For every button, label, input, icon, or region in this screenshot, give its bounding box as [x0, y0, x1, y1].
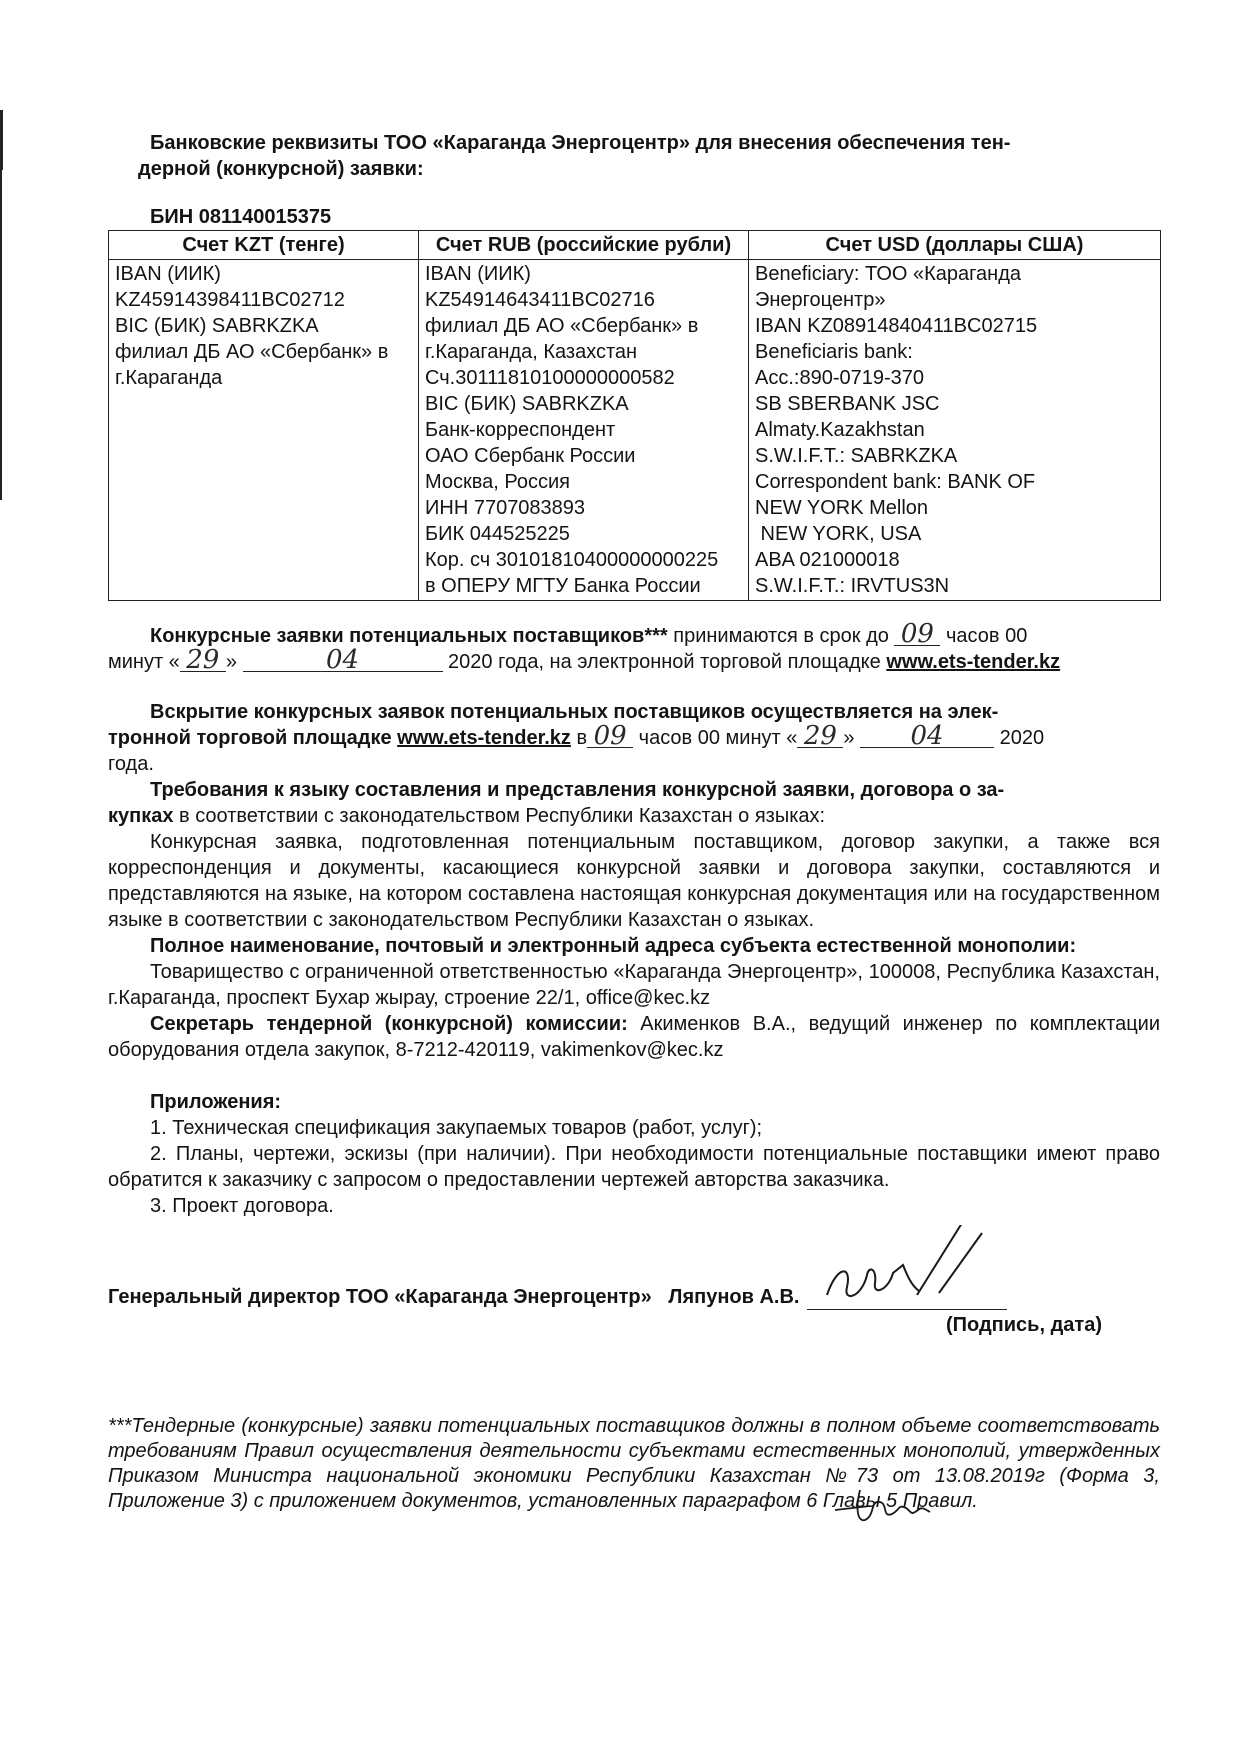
- rub-line: KZ54914643411BC02716: [425, 289, 655, 311]
- attachments-title: Приложения:: [150, 1091, 282, 1113]
- column-header-rub: Счет RUB (российские рубли): [419, 231, 749, 260]
- column-header-kzt: Счет KZT (тенге): [109, 231, 419, 260]
- language-title: Требования к языку составления и представления конкурсной заявки, договора о за-: [150, 779, 1005, 801]
- rub-account-cell: [419, 260, 749, 601]
- signature-row: [108, 1269, 1160, 1310]
- kzt-account-cell: [109, 260, 419, 601]
- handwritten-signature-icon: [807, 1225, 1007, 1315]
- submission-text: принимаются в срок до: [667, 625, 895, 647]
- bank-details-title-2: дерной (конкурсной) заявки:: [138, 158, 424, 180]
- opening-text: часов 00 минут «: [633, 727, 798, 749]
- usd-line: S.W.I.F.T.: IRVTUS3N: [755, 575, 950, 597]
- opening-lead-2: тронной торговой площадке: [108, 727, 398, 749]
- bin-number: БИН 081140015375: [150, 206, 332, 228]
- entity-body: Товарищество с ограниченной ответственностью «Караганда Энергоцентр», 100008, Республика Казахстан, г.Караганда, проспект Бухар жырау, строение 22/1, office@kec.kz: [108, 961, 1160, 1009]
- submission-month: 04: [243, 649, 443, 672]
- opening-year: года.: [108, 753, 154, 775]
- usd-line: IBAN KZ08914840411BC02715: [755, 315, 1038, 337]
- attachment-item: 2. Планы, чертежи, эскизы (при наличии). При необходимости потенциальные поставщики имеют право обратится к заказчику с запросом о предоставлении чертежей авторства заказчика.: [108, 1143, 1160, 1191]
- language-lead-2: купках: [108, 805, 174, 827]
- usd-line: Beneficiary: ТОО «Караганда: [755, 263, 1021, 285]
- bank-details-title: [108, 130, 1160, 156]
- attachment-item: 1. Техническая спецификация закупаемых товаров (работ, услуг);: [150, 1117, 763, 1139]
- submission-text: часов 00: [940, 625, 1028, 647]
- footnote: ***Тендерные (конкурсные) заявки потенциальных поставщиков должны в полном объеме соответствовать требованиям Правил осуществления деятельности субъектами естественных монополий, утвержденных Приказом Министра национальной экономики Республики Казахстан №73 от 13.08.2019г (Форма 3, Приложение 3) с приложением документов, установленных параграфом 6 Главы 5 Правил.: [108, 1415, 1160, 1512]
- document-page: [108, 130, 1160, 1514]
- rub-line: ОАО Сбербанк России: [425, 445, 636, 467]
- submission-text: »: [225, 651, 243, 673]
- opening-hour: 09: [587, 725, 633, 748]
- usd-line: S.W.I.F.T.: SABRKZKA: [755, 445, 958, 467]
- ets-tender-link[interactable]: www.ets-tender.kz: [886, 651, 1061, 673]
- rub-line: Кор. сч 30101810400000000225: [425, 549, 719, 571]
- kzt-line: KZ45914398411BC02712: [115, 289, 345, 311]
- rub-line: филиал ДБ АО «Сбербанк» в: [425, 315, 699, 337]
- language-body: Конкурсная заявка, подготовленная потенциальным поставщиком, договор закупки, а также вся корреспонденция и документы, касающиеся конкурсной заявки и договора закупки, составляются и представляются на языке, на котором составлена настоящая конкурсная документация или на государственном языке в соответствии с законодательством Республики Казахстан о языках.: [108, 831, 1160, 931]
- bank-accounts-table: [108, 230, 1161, 601]
- opening-title: Вскрытие конкурсных заявок потенциальных поставщиков осуществляется на элек-: [150, 701, 999, 723]
- submission-hour: 09: [894, 623, 940, 646]
- scan-edge-mark: [0, 110, 3, 170]
- rub-line: БИК 044525225: [425, 523, 570, 545]
- usd-line: NEW YORK Mellon: [755, 497, 929, 519]
- rub-line: Москва, Россия: [425, 471, 570, 493]
- scan-edge-mark: [0, 170, 2, 500]
- kzt-line: филиал ДБ АО «Сбербанк» в: [115, 341, 389, 363]
- opening-day: 29: [797, 725, 843, 748]
- rub-line: в ОПЕРУ МГТУ Банка России: [425, 575, 701, 597]
- usd-line: ABA 021000018: [755, 549, 900, 571]
- secretary-text: Акименков В.А., ведущий инженер по комплектации оборудования отдела закупок, 8-7212-420119, vakimenkov@kec.kz: [108, 1013, 1160, 1061]
- kzt-line: IBAN (ИИК): [115, 263, 221, 285]
- secretary-info: [108, 1011, 1160, 1063]
- rub-line: BIC (БИК) SABRKZKA: [425, 393, 629, 415]
- rub-line: Банк-корреспондент: [425, 419, 616, 441]
- submission-text: 2020 года, на электронной торговой площадке: [442, 651, 887, 673]
- kzt-line: BIC (БИК) SABRKZKA: [115, 315, 319, 337]
- kzt-line: г.Караганда: [115, 367, 223, 389]
- usd-line: Almaty.Kazakhstan: [755, 419, 925, 441]
- opening-text: »: [843, 727, 861, 749]
- opening-text: в: [570, 727, 588, 749]
- signature-line: [807, 1269, 1007, 1310]
- language-text: в соответствии с законодательством Республики Казахстан о языках:: [173, 805, 826, 827]
- submission-text: минут «: [108, 651, 180, 673]
- usd-line: Энергоцентр»: [755, 289, 886, 311]
- entity-title: Полное наименование, почтовый и электронный адреса субъекта естественной монополии:: [150, 935, 1077, 957]
- attachment-item: 3. Проект договора.: [150, 1195, 334, 1217]
- opening-month: 04: [860, 725, 994, 748]
- rub-line: IBAN (ИИК): [425, 263, 531, 285]
- ets-tender-link-2[interactable]: www.ets-tender.kz: [397, 727, 571, 749]
- usd-line: Correspondent bank: BANK OF: [755, 471, 1036, 493]
- usd-line: NEW YORK, USA: [755, 523, 922, 545]
- rub-line: Сч.30111810100000000582: [425, 367, 675, 389]
- usd-line: Acc.:890-0719-370: [755, 367, 925, 389]
- director-title: Генеральный директор ТОО «Караганда Энергоцентр» Ляпунов А.В.: [108, 1286, 800, 1308]
- signature-caption: (Подпись, дата): [946, 1314, 1102, 1336]
- usd-account-cell: [749, 260, 1161, 601]
- language-title-2: [108, 803, 1160, 829]
- initials-signature-icon: [830, 1470, 940, 1530]
- rub-line: г.Караганда, Казахстан: [425, 341, 638, 363]
- submission-deadline-2: [108, 645, 1160, 675]
- secretary-lead: Секретарь тендерной (конкурсной) комиссии:: [150, 1013, 628, 1035]
- usd-line: SB SBERBANK JSC: [755, 393, 940, 415]
- rub-line: ИНН 7707083893: [425, 497, 586, 519]
- submission-day: 29: [180, 649, 226, 672]
- opening-details: [108, 721, 1160, 751]
- opening-text: 2020: [994, 727, 1045, 749]
- column-header-usd: Счет USD (доллары США): [749, 231, 1161, 260]
- submission-deadline: [108, 619, 1160, 649]
- submission-lead: Конкурсные заявки потенциальных поставщиков***: [150, 625, 668, 647]
- title-line-1: Банковские реквизиты ТОО «Караганда Энергоцентр» для внесения обеспечения тен-: [150, 132, 1011, 154]
- usd-line: Beneficiaris bank:: [755, 341, 913, 363]
